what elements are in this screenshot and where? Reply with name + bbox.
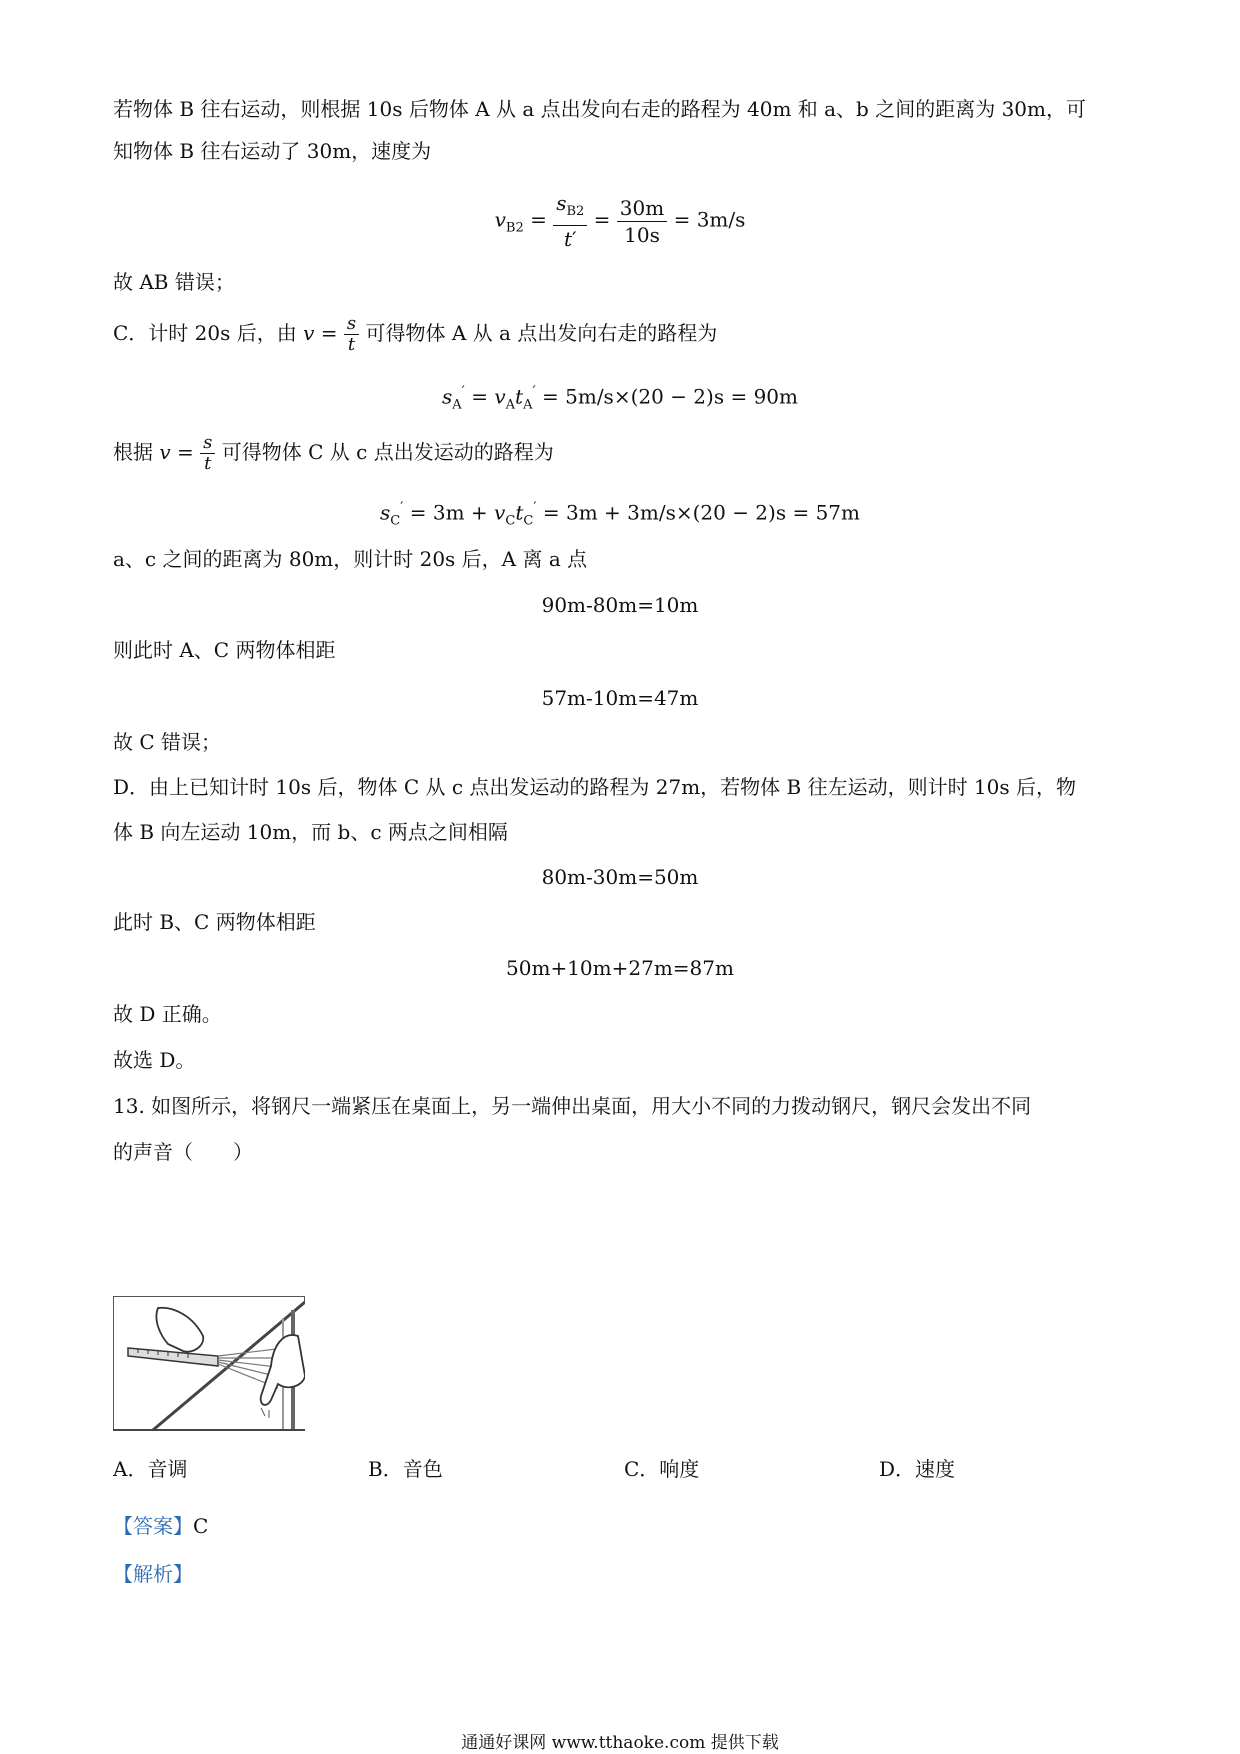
footer-watermark: 通通好课网 www.tthaoke.com 提供下载 <box>461 1733 779 1753</box>
answer-label: 【答案】 <box>113 1514 193 1538</box>
option-c-line4: 则此时 A、C 两物体相距 <box>113 638 336 662</box>
answer-line <box>113 1512 208 1540</box>
option-c-explanation: C．计时 20s 后，由 v = $\frac{s}{t}$ 可得物体 A 从 a 点出发向右走的路程为 <box>113 313 718 355</box>
conclusion-d: 故 D 正确。 <box>113 1002 222 1026</box>
option-d: D．速度 <box>879 1457 956 1481</box>
equation-47m: 57m-10m=47m <box>541 686 699 710</box>
option-d-line2: 体 B 向左运动 10m，而 b、c 两点之间相隔 <box>113 820 508 844</box>
conclusion-ab: 故 AB 错误； <box>113 270 235 294</box>
para1-line1: 若物体 B 往右运动，则根据 10s 后物体 A 从 a 点出发向右走的路程为 40m 和 a、b 之间的距离为 30m，可 <box>113 97 1086 121</box>
question-13-line1: 13. 如图所示，将钢尺一端紧压在桌面上，另一端伸出桌面，用大小不同的力拨动钢尺，钢尺会发出不同 <box>113 1094 1032 1118</box>
equation-sa: $s_A' = v_At_A' = 5m/s\times(20 - 2)s = 90m$ <box>442 384 798 413</box>
option-d-line1: D．由上已知计时 10s 后，物体 C 从 c 点出发运动的路程为 27m，若物体 B 往左运动，则计时 10s 后，物 <box>113 775 1077 799</box>
answer-value: C <box>193 1514 209 1538</box>
equation-50m: 80m-30m=50m <box>541 865 699 889</box>
option-c-line2: 根据 v = $\frac{s}{t}$ 可得物体 C 从 c 点出发运动的路程为 <box>113 432 554 474</box>
analysis-line <box>113 1560 193 1588</box>
equation-10m: 90m-80m=10m <box>541 593 699 617</box>
conclusion-c: 故 C 错误； <box>113 730 222 754</box>
equation-vb2: $v_{B2}$ = $\frac{s_{B2}}{t'}$ = $\frac{30m}{10s}$ = 3m/s <box>494 191 746 251</box>
question-13-line2: 的声音（ ） <box>113 1140 253 1164</box>
ruler-table-illustration <box>113 1296 305 1432</box>
analysis-label: 【解析】 <box>113 1562 193 1586</box>
eq1-result: = 3m/s <box>673 207 746 232</box>
option-c: C．响度 <box>624 1457 700 1481</box>
final-choice: 故选 D。 <box>113 1048 196 1072</box>
option-d-line3: 此时 B、C 两物体相距 <box>113 910 316 934</box>
para1-line2: 知物体 B 往右运动了 30m，速度为 <box>113 139 432 163</box>
fraction-s-over-t: $\frac{s_{B2}}{t'}$ <box>553 190 587 252</box>
option-b: B．音色 <box>368 1457 443 1481</box>
option-c-line3: a、c 之间的距离为 80m，则计时 20s 后，A 离 a 点 <box>113 547 588 571</box>
fraction-30m-over-10s: $\frac{30m}{10s}$ <box>617 195 667 248</box>
option-a: A．音调 <box>113 1457 188 1481</box>
equation-87m: 50m+10m+27m=87m <box>506 956 734 980</box>
equation-sc: $s_C' = 3m + v_Ct_C' = 3m + 3m/s\times(20 - 2)s = 57m$ <box>380 500 860 529</box>
